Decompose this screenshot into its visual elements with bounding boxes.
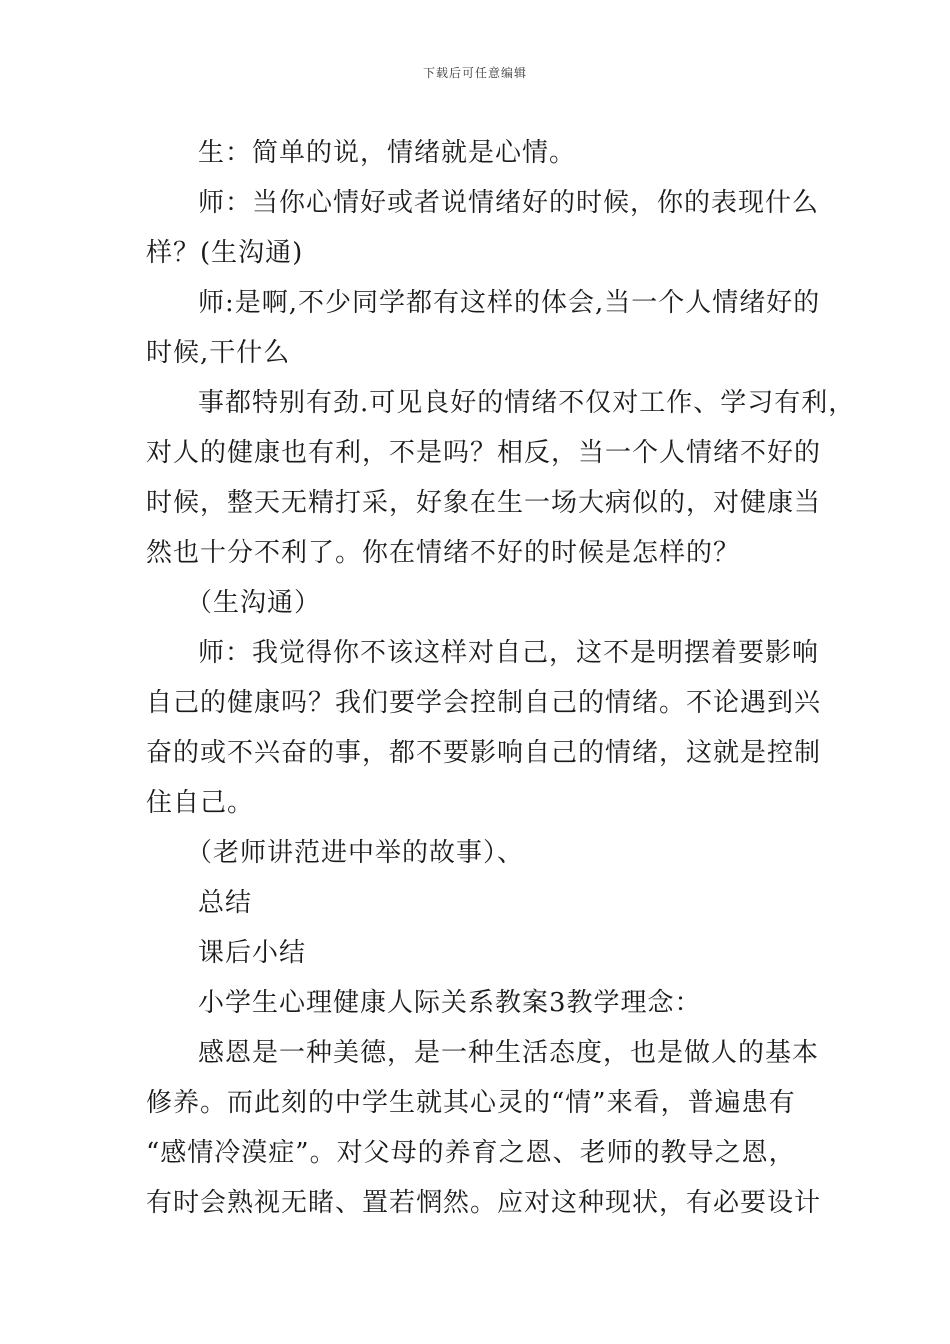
text-line: 修养。而此刻的中学生就其心灵的“情”来看，普遍患有: [146, 1088, 796, 1118]
text-line: 总结: [198, 888, 253, 918]
text-line: （老师讲范进中举的故事）、: [186, 838, 525, 868]
document-body: [146, 128, 856, 1228]
page-header: 下载后可任意编辑: [422, 66, 527, 80]
text-line: 事都特别有劲.可见良好的情绪不仅对工作、学习有利，: [198, 388, 856, 418]
text-line: 师：我觉得你不该这样对自己，这不是明摆着要影响: [198, 638, 820, 668]
text-line: “感情冷漠症”。对父母的养育之恩、老师的教导之恩，: [146, 1138, 796, 1168]
text-line: 奋的或不兴奋的事，都不要影响自己的情绪，这就是控制: [146, 738, 822, 768]
text-line: 时候，整天无精打采，好象在生一场大病似的，对健康当: [146, 488, 822, 518]
text-line: 自己的健康吗？我们要学会控制自己的情绪。不论遇到兴: [146, 688, 822, 718]
text-line: 感恩是一种美德，是一种生活态度，也是做人的基本: [198, 1038, 820, 1068]
text-line: 有时会熟视无睹、置若惘然。应对这种现状，有必要设计: [146, 1188, 822, 1218]
text-line: 课后小结: [198, 938, 307, 968]
text-line: 生：简单的说，情绪就是心情。: [198, 138, 577, 168]
text-line: 住自己。: [146, 788, 255, 818]
text-line: 时候,干什么: [146, 338, 291, 368]
text-line: 对人的健康也有利，不是吗？相反，当一个人情绪不好的: [146, 438, 822, 468]
text-line: 师：当你心情好或者说情绪好的时候，你的表现什么: [198, 188, 820, 218]
text-line: 小学生心理健康人际关系教案3教学理念：: [198, 988, 702, 1018]
text-line: （生沟通）: [186, 588, 322, 618]
text-line: 师:是啊,不少同学都有这样的体会,当一个人情绪好的: [198, 288, 821, 318]
text-line: 样？(生沟通): [146, 238, 304, 268]
text-line: 然也十分不利了。你在情绪不好的时候是怎样的？: [146, 538, 741, 568]
